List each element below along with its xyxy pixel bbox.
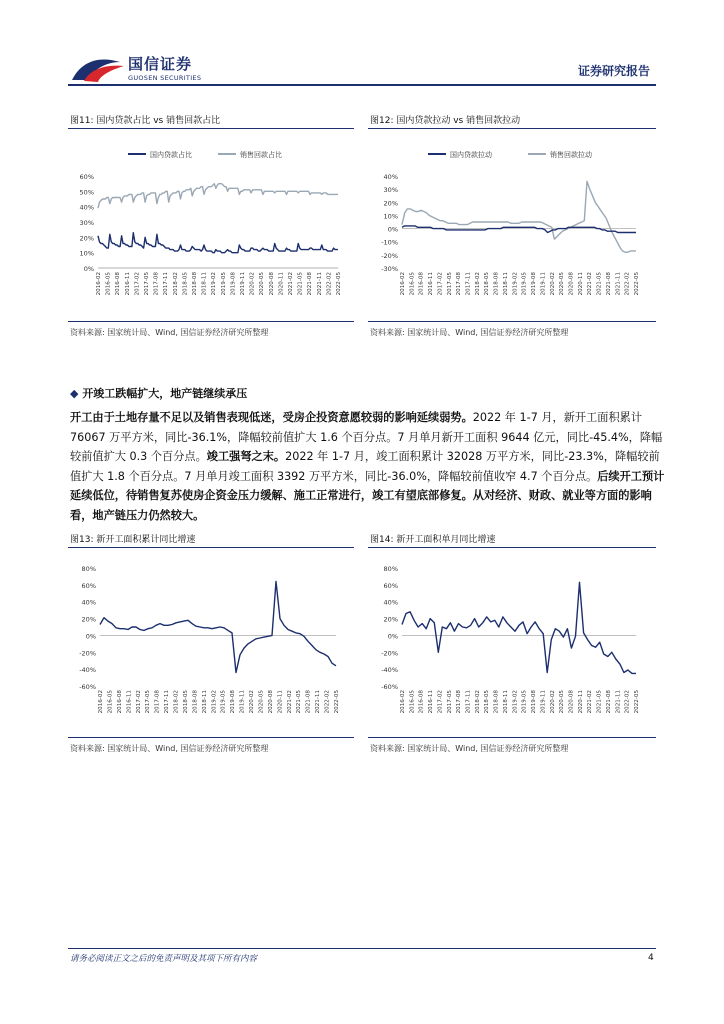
- para-mid2: 2022 年 1-7 月，竣工面积累计 32028 万平方米，同比-23.3%，降幅较前值扩大 1.8 个百分点。7 月单月竣工面积 3392 万平方米，同比-36.0%，降幅较前值收窄 4.7 个百分点。: [70, 450, 660, 483]
- x-tick-label: 2017-02: [437, 272, 444, 296]
- x-tick-label: 2016-05: [105, 272, 112, 296]
- fig12-title-rule: [368, 128, 656, 129]
- legend-label: 国内贷款占比: [150, 151, 192, 159]
- x-tick-label: 2018-08: [192, 690, 199, 714]
- fig14-title-rule: [368, 547, 656, 548]
- x-tick-label: 2021-05: [596, 690, 603, 714]
- x-tick-label: 2020-08: [568, 272, 575, 296]
- x-tick-label: 2018-05: [182, 690, 189, 714]
- x-tick-label: 2018-05: [484, 272, 491, 296]
- x-tick-label: 2019-05: [521, 272, 528, 296]
- x-tick-label: 2019-11: [239, 690, 246, 714]
- x-tick-label: 2016-02: [96, 272, 102, 296]
- series-line: [402, 181, 636, 252]
- x-tick-label: 2018-05: [182, 272, 189, 296]
- x-tick-label: 2018-02: [172, 272, 179, 296]
- series-line: [98, 233, 338, 253]
- fig14-source: 资料来源: 国家统计局、Wind, 国信证券经济研究所整理: [370, 744, 569, 753]
- x-tick-label: 2017-02: [135, 690, 142, 714]
- x-tick-label: 2018-02: [173, 690, 180, 714]
- x-tick-label: 2020-08: [568, 690, 575, 714]
- x-tick-label: 2018-02: [474, 690, 481, 714]
- section-heading-row: [70, 385, 247, 401]
- section-bullet-icon: ◆: [70, 387, 79, 400]
- y-tick-label: 60%: [79, 173, 94, 181]
- series-line: [402, 582, 636, 673]
- x-tick-label: 2020-11: [277, 690, 284, 714]
- series-line: [402, 226, 636, 233]
- fig14-chart: [368, 558, 656, 736]
- y-tick-label: -40%: [381, 666, 398, 675]
- fig13-bottom-rule: [68, 737, 354, 738]
- x-tick-label: 2022-02: [624, 690, 631, 714]
- x-tick-label: 2017-11: [465, 272, 472, 296]
- x-tick-label: 2020-02: [549, 690, 556, 714]
- x-tick-label: 2019-08: [230, 690, 237, 714]
- x-tick-label: 2019-08: [531, 272, 538, 296]
- x-tick-label: 2017-05: [145, 690, 152, 714]
- x-tick-label: 2019-08: [230, 272, 237, 296]
- x-tick-label: 2017-08: [456, 690, 463, 714]
- x-tick-label: 2016-11: [428, 272, 435, 296]
- x-tick-label: 2022-02: [326, 272, 333, 296]
- fig11-source: 资料来源: 国家统计局、Wind, 国信证券经济研究所整理: [70, 328, 269, 337]
- x-tick-label: 2020-05: [258, 690, 265, 714]
- x-tick-label: 2020-05: [259, 272, 266, 296]
- y-tick-label: -40%: [79, 666, 96, 675]
- x-tick-label: 2021-05: [596, 272, 603, 296]
- brand-name-cn: 国信证券: [128, 55, 193, 73]
- x-tick-label: 2019-05: [521, 690, 528, 714]
- x-tick-label: 2021-08: [307, 272, 314, 296]
- x-tick-label: 2018-11: [502, 690, 509, 714]
- footer-divider: [68, 948, 656, 949]
- fig13-source: 资料来源: 国家统计局、Wind, 国信证券经济研究所整理: [70, 744, 269, 753]
- x-tick-label: 2021-05: [297, 272, 304, 296]
- fig13-chart: [68, 558, 354, 736]
- x-tick-label: 2019-11: [540, 272, 547, 296]
- x-tick-label: 2018-11: [502, 272, 509, 296]
- y-tick-label: 40%: [383, 173, 398, 181]
- section-paragraph: [70, 408, 666, 525]
- x-tick-label: 2016-08: [116, 690, 123, 714]
- x-tick-label: 2016-02: [400, 272, 406, 296]
- x-tick-label: 2016-05: [107, 690, 114, 714]
- x-tick-label: 2016-08: [418, 272, 425, 296]
- x-tick-label: 2021-11: [316, 272, 323, 296]
- y-tick-label: -20%: [79, 649, 96, 658]
- y-tick-label: 20%: [383, 615, 398, 624]
- x-tick-label: 2018-08: [192, 272, 198, 296]
- x-tick-label: 2019-02: [211, 272, 218, 296]
- x-tick-label: 2017-02: [437, 690, 444, 714]
- y-tick-label: -60%: [79, 683, 96, 691]
- y-tick-label: 50%: [79, 188, 94, 197]
- x-tick-label: 2020-02: [249, 690, 256, 714]
- header-divider: [68, 84, 656, 86]
- guosen-logo-icon: [70, 54, 126, 84]
- y-tick-label: 60%: [81, 581, 96, 590]
- y-tick-label: 0%: [83, 265, 94, 273]
- para-mid: 2022 年 1-7 月，新开工面积累计 76067 万平方米，同比-36.1%，降幅较前值扩大 1.6 个百分点。7 月单月新开工面积 9644 亿元，同比-45.4%，降幅较前值扩大 0.3 个百分点。: [70, 411, 663, 463]
- y-tick-label: 20%: [81, 615, 96, 624]
- x-tick-label: 2022-05: [634, 272, 640, 296]
- x-tick-label: 2016-11: [126, 690, 133, 714]
- x-tick-label: 2021-08: [605, 690, 612, 714]
- x-tick-label: 2020-11: [577, 690, 584, 714]
- x-tick-label: 2019-05: [220, 690, 227, 714]
- y-tick-label: 40%: [383, 598, 398, 607]
- x-tick-label: 2022-02: [624, 272, 631, 296]
- page-number: 4: [648, 953, 654, 963]
- x-tick-label: 2022-05: [336, 272, 342, 296]
- x-tick-label: 2017-11: [465, 690, 472, 714]
- x-tick-label: 2017-02: [134, 272, 141, 296]
- brand-logo: [70, 54, 126, 84]
- section-heading: 开竣工跌幅扩大，地产链继续承压: [82, 387, 248, 400]
- x-tick-label: 2017-08: [154, 690, 161, 714]
- y-tick-label: 30%: [383, 186, 398, 195]
- x-tick-label: 2021-08: [605, 272, 612, 296]
- para-tail: 后续开工预计延续低位，待销售复苏使房企资金压力缓解、施工正常进行，竣工有望底部修复。从对经济、财政、就业等方面的影响看，地产链压力仍然较大。: [70, 469, 665, 522]
- fig12-title: 图12: 国内贷款拉动 vs 销售回款拉动: [370, 116, 521, 126]
- y-tick-label: 80%: [81, 565, 96, 573]
- x-tick-label: 2021-11: [315, 690, 322, 714]
- x-tick-label: 2016-02: [98, 690, 104, 714]
- x-tick-label: 2017-08: [456, 272, 463, 296]
- fig13-title-rule: [68, 547, 354, 548]
- x-tick-label: 2020-08: [268, 272, 275, 296]
- x-tick-label: 2020-08: [267, 690, 274, 714]
- y-tick-label: -20%: [381, 649, 398, 658]
- x-tick-label: 2019-08: [531, 690, 538, 714]
- x-tick-label: 2021-02: [288, 272, 294, 296]
- x-tick-label: 2021-02: [587, 690, 594, 714]
- x-tick-label: 2020-11: [577, 272, 584, 296]
- fig12-source: 资料来源: 国家统计局、Wind, 国信证券经济研究所整理: [370, 328, 569, 337]
- x-tick-label: 2022-05: [334, 690, 340, 714]
- fig12-chart: [368, 140, 656, 320]
- x-tick-label: 2017-11: [163, 272, 170, 296]
- x-tick-label: 2018-08: [493, 690, 500, 714]
- y-tick-label: 0%: [387, 632, 398, 641]
- y-tick-label: 20%: [383, 199, 398, 208]
- fig11-chart: [68, 140, 354, 320]
- x-tick-label: 2021-02: [286, 690, 293, 714]
- x-tick-label: 2017-11: [164, 690, 171, 714]
- fig11-title-rule: [68, 128, 354, 129]
- x-tick-label: 2021-08: [305, 690, 312, 714]
- x-tick-label: 2021-11: [615, 272, 622, 296]
- y-tick-label: 40%: [79, 203, 94, 212]
- fig14-title: 图14: 新开工面积单月同比增速: [370, 535, 496, 545]
- fig11-bottom-rule: [68, 321, 354, 322]
- fig14-bottom-rule: [368, 737, 656, 738]
- x-tick-label: 2022-05: [634, 690, 640, 714]
- x-tick-label: 2020-02: [249, 272, 256, 296]
- x-tick-label: 2018-11: [201, 690, 208, 714]
- x-tick-label: 2018-08: [493, 272, 500, 296]
- x-tick-label: 2016-05: [409, 690, 416, 714]
- legend-label: 销售回款占比: [240, 151, 282, 159]
- fig12-bottom-rule: [368, 321, 656, 322]
- x-tick-label: 2019-05: [220, 272, 227, 296]
- x-tick-label: 2021-11: [615, 690, 622, 714]
- y-tick-label: 40%: [81, 598, 96, 607]
- x-tick-label: 2020-02: [549, 272, 556, 296]
- fig11-title: 图11: 国内贷款占比 vs 销售回款占比: [70, 116, 221, 126]
- x-tick-label: 2021-02: [587, 272, 594, 296]
- fig13-title: 图13: 新开工面积累计同比增速: [70, 535, 196, 545]
- x-tick-label: 2016-05: [409, 272, 416, 296]
- x-tick-label: 2017-05: [446, 272, 453, 296]
- series-line: [100, 582, 336, 673]
- y-tick-label: 0%: [387, 225, 398, 234]
- y-tick-label: 10%: [79, 249, 94, 258]
- x-tick-label: 2016-11: [124, 272, 131, 296]
- y-tick-label: -60%: [381, 683, 398, 691]
- x-tick-label: 2016-08: [115, 272, 122, 296]
- x-tick-label: 2016-11: [428, 690, 435, 714]
- x-tick-label: 2019-11: [240, 272, 246, 296]
- y-tick-label: -30%: [381, 265, 398, 273]
- legend-label: 国内贷款拉动: [450, 151, 492, 159]
- x-tick-label: 2017-08: [153, 272, 160, 296]
- x-tick-label: 2019-02: [512, 272, 519, 296]
- y-tick-label: 60%: [383, 581, 398, 590]
- x-tick-label: 2022-02: [324, 690, 331, 714]
- y-tick-label: 10%: [383, 212, 398, 221]
- y-tick-label: 30%: [79, 219, 94, 227]
- x-tick-label: 2019-11: [540, 690, 547, 714]
- series-line: [98, 184, 338, 209]
- para-bold2: 竣工强弩之末。: [206, 450, 286, 463]
- brand-name-en: GUOSEN SECURITIES: [128, 74, 202, 82]
- x-tick-label: 2018-11: [201, 272, 208, 296]
- y-tick-label: -20%: [381, 251, 398, 260]
- y-tick-label: 20%: [79, 234, 94, 243]
- footer-disclaimer: 请务必阅读正文之后的免责声明及其项下所有内容: [70, 954, 258, 964]
- x-tick-label: 2016-02: [400, 690, 406, 714]
- x-tick-label: 2021-05: [296, 690, 303, 714]
- report-type: 证券研究报告: [578, 64, 651, 78]
- y-tick-label: 80%: [383, 565, 398, 573]
- x-tick-label: 2017-05: [144, 272, 150, 296]
- legend-label: 销售回款拉动: [550, 151, 592, 159]
- y-tick-label: -10%: [381, 238, 398, 247]
- x-tick-label: 2019-02: [512, 690, 519, 714]
- x-tick-label: 2020-11: [278, 272, 285, 296]
- para-lead: 开工由于土地存量不足以及销售表现低迷，受房企投资意愿较弱的影响延续弱势。: [70, 411, 473, 424]
- y-tick-label: 0%: [85, 632, 96, 641]
- x-tick-label: 2018-05: [484, 690, 491, 714]
- x-tick-label: 2017-05: [446, 690, 453, 714]
- x-tick-label: 2016-08: [418, 690, 425, 714]
- x-tick-label: 2018-02: [474, 272, 481, 296]
- x-tick-label: 2019-02: [211, 690, 218, 714]
- x-tick-label: 2020-05: [559, 272, 566, 296]
- x-tick-label: 2020-05: [559, 690, 566, 714]
